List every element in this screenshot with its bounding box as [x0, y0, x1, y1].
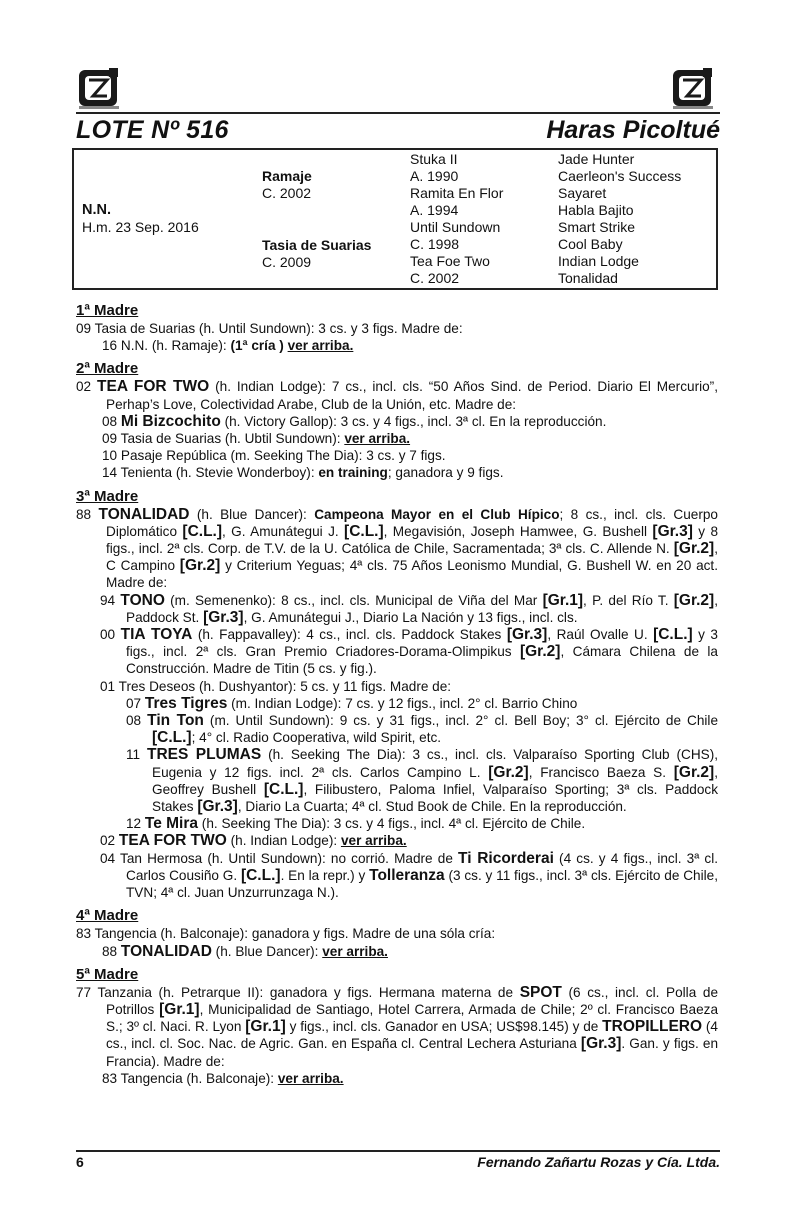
stud-logo-icon — [76, 66, 122, 110]
ancestor-g4: Sayaret — [558, 185, 607, 201]
produce-entry: 83 Tangencia (h. Balconaje): ver arriba. — [102, 1070, 344, 1086]
dam-entry: 83 Tangencia (h. Balconaje): ganadora y figs. Madre de una sóla cría: — [76, 926, 496, 942]
ancestor-g3: A. 1994 — [410, 202, 459, 218]
ancestor-g3: A. 1990 — [410, 168, 459, 184]
section-heading-5th-dam: 5ª Madre — [76, 965, 139, 983]
header-divider — [76, 112, 720, 114]
produce-entry: 04 Tan Hermosa (h. Until Sundown): no corrió. Madre de Ti Ricorderai (4 cs. y 4 figs., incl. 3ª cl. Carlos Cousiño G. [C.L.]. En la repr.) y Tolleranza (3 cs. y 11 figs., incl. 3ª cls. Ejército de Chile, TVN; 4ª cl. Juan Unzurrunzaga N.). — [100, 849, 718, 901]
produce-entry: 88 TONALIDAD (h. Blue Dancer): ver arriba. — [102, 942, 388, 960]
grand-produce-entry: 11 TRES PLUMAS (h. Seeking The Dia): 3 cs., incl. cls. Valparaíso Sporting Club (CHS), Eugenia y 12 figs. incl. 2ª cls. Carlos Campino L. [Gr.2], Francisco Baeza S. [Gr.2], Geoffrey Bushell [C.L.], Filibustero, Paloma Infiel, Valparaíso Sporting; 3ª cls. Paddock Stakes [Gr.3], Diario La Cuarta; 4ª cl. Stud Book de Chile. En la reproducción. — [126, 746, 719, 816]
ancestor-g4: Tonalidad — [558, 270, 618, 286]
grand-produce-entry: 08 Tin Ton (m. Until Sundown): 9 cs. y 31 figs., incl. 2° cl. Bell Boy; 3° cl. Ejército de Chile [C.L.]; 4° cl. Radio Cooperativa, wild Spirit, etc. — [126, 712, 719, 747]
ancestor-g4: Jade Hunter — [558, 151, 635, 167]
section-heading-2nd-dam: 2ª Madre — [76, 360, 139, 378]
ancestor-g4: Smart Strike — [558, 219, 636, 235]
grand-produce-entry: 12 Te Mira (h. Seeking The Dia): 3 cs. y 4 figs., incl. 4ª cl. Ejército de Chile. — [126, 815, 586, 833]
dam-entry: 02 TEA FOR TWO (h. Indian Lodge): 7 cs., incl. cls. “50 Años Sind. de Period. Diario El Mercurio”, Perhap’s Love, Colectividad Arabe, Club de la Unión, etc. Madre de: — [76, 378, 718, 412]
ancestor-g3: Stuka II — [410, 151, 458, 167]
produce-entry: 09 Tasia de Suarias (h. Ubtil Sundown): ver arriba. — [102, 431, 411, 447]
produce-entry: 14 Tenienta (h. Stevie Wonderboy): en training; ganadora y 9 figs. — [102, 465, 504, 481]
company-name: Fernando Zañartu Rozas y Cía. Ltda. — [477, 1154, 720, 1170]
stud-logo-icon — [670, 66, 716, 110]
footer-divider — [76, 1150, 720, 1152]
horse-description: H.m. 23 Sep. 2016 — [82, 219, 199, 235]
ancestor-g3: Tea Foe Two — [410, 253, 490, 269]
produce-entry: 16 N.N. (h. Ramaje): (1ª cría ) ver arriba. — [102, 338, 354, 354]
grand-produce-entry: 07 Tres Tigres (m. Indian Lodge): 7 cs. y 12 figs., incl. 2° cl. Barrio Chino — [126, 694, 578, 712]
dam-year: C. 2009 — [262, 254, 312, 270]
section-heading-4th-dam: 4ª Madre — [76, 907, 139, 925]
section-heading-1st-dam: 1ª Madre — [76, 302, 139, 319]
pedigree-box — [72, 148, 718, 290]
ancestor-g3: C. 2002 — [410, 270, 460, 286]
ancestor-g3: Ramita En Flor — [410, 185, 504, 201]
page-number: 6 — [76, 1154, 84, 1170]
dam-entry: 09 Tasia de Suarias (h. Until Sundown): 3 cs. y 3 figs. Madre de: — [76, 321, 463, 336]
dam-entry: 88 TONALIDAD (h. Blue Dancer): Campeona Mayor en el Club Hípico; 8 cs., incl. cls. Cuerpo Diplomático [C.L.], G. Amunátegui J. [C.L.], Megavisión, Joseph Hamwee, G. Bushell [Gr.3] y 8 figs., incl. 2ª cls. Corp. de T.V. de la U. Católica de Chile, Sacramentada; 3ª cls. C. Allende N. [Gr.2], C Campino [Gr.2] y Criterium Yeguas; 4ª cls. 75 Años Leonismo Mundial, G. Bushell W. en 20 act. Madre de: — [76, 505, 719, 591]
produce-entry: 02 TEA FOR TWO (h. Indian Lodge): ver arriba. — [100, 832, 407, 850]
catalog-content — [76, 300, 718, 1087]
ancestor-g4: Indian Lodge — [558, 253, 639, 269]
horse-name: N.N. — [82, 202, 111, 218]
produce-entry: 08 Mi Bizcochito (h. Victory Gallop): 3 cs. y 4 figs., incl. 3ª cl. En la reproducción. — [102, 412, 607, 430]
dam-entry: 77 Tanzania (h. Petrarque II): ganadora y figs. Hermana materna de SPOT (6 cs., incl. cl. Polla de Potrillos [Gr.1], Municipalidad de Santiago, Hotel Carrera, Armada de Chile; 2º cl. Francisco Baeza S.; 3º cl. Naci. R. Lyon [Gr.1] y figs., incl. cls. Ganador en USA; US$98.145) y de TROPILLERO (4 cs., incl. cl. Soc. Nac. de Agric. Gan. en España cl. Central Lechera Asturiana [Gr.3]. Gan. y figs. en Francia). Madre de: — [76, 983, 719, 1069]
stud-name: Haras Picoltué — [546, 116, 720, 144]
produce-entry: 94 TONO (m. Semenenko): 8 cs., incl. cls. Municipal de Viña del Mar [Gr.1], P. del Río T. [Gr.2], Paddock St. [Gr.3], G. Amunátegui J., Diario La Nación y 13 figs., incl. cls. — [100, 591, 718, 626]
dam-name: Tasia de Suarias — [262, 237, 372, 253]
ancestor-g3: Until Sundown — [410, 219, 501, 235]
section-heading-3rd-dam: 3ª Madre — [76, 487, 139, 505]
produce-entry: 10 Pasaje República (m. Seeking The Dia): 3 cs. y 7 figs. — [102, 448, 446, 464]
sire-name: Ramaje — [262, 168, 312, 184]
ancestor-g4: Cool Baby — [558, 236, 623, 252]
produce-entry: 00 TIA TOYA (h. Fappavalley): 4 cs., incl. cls. Paddock Stakes [Gr.3], Raúl Ovalle U. [C.L.] y 3 figs., incl. 2ª cls. Gran Premio Criadores-Dorama-Olimpikus [Gr.2], Cámara Chilena de la Construcción. Madre de Titin (5 cs. y fig.). — [100, 626, 718, 677]
ancestor-g3: C. 1998 — [410, 236, 460, 252]
ancestor-g4: Habla Bajito — [558, 202, 634, 218]
lot-number: LOTE Nº 516 — [76, 116, 229, 144]
produce-entry: 01 Tres Deseos (h. Dushyantor): 5 cs. y 11 figs. Madre de: — [100, 678, 452, 694]
ancestor-g4: Caerleon's Success — [558, 168, 682, 184]
sire-year: C. 2002 — [262, 185, 312, 201]
